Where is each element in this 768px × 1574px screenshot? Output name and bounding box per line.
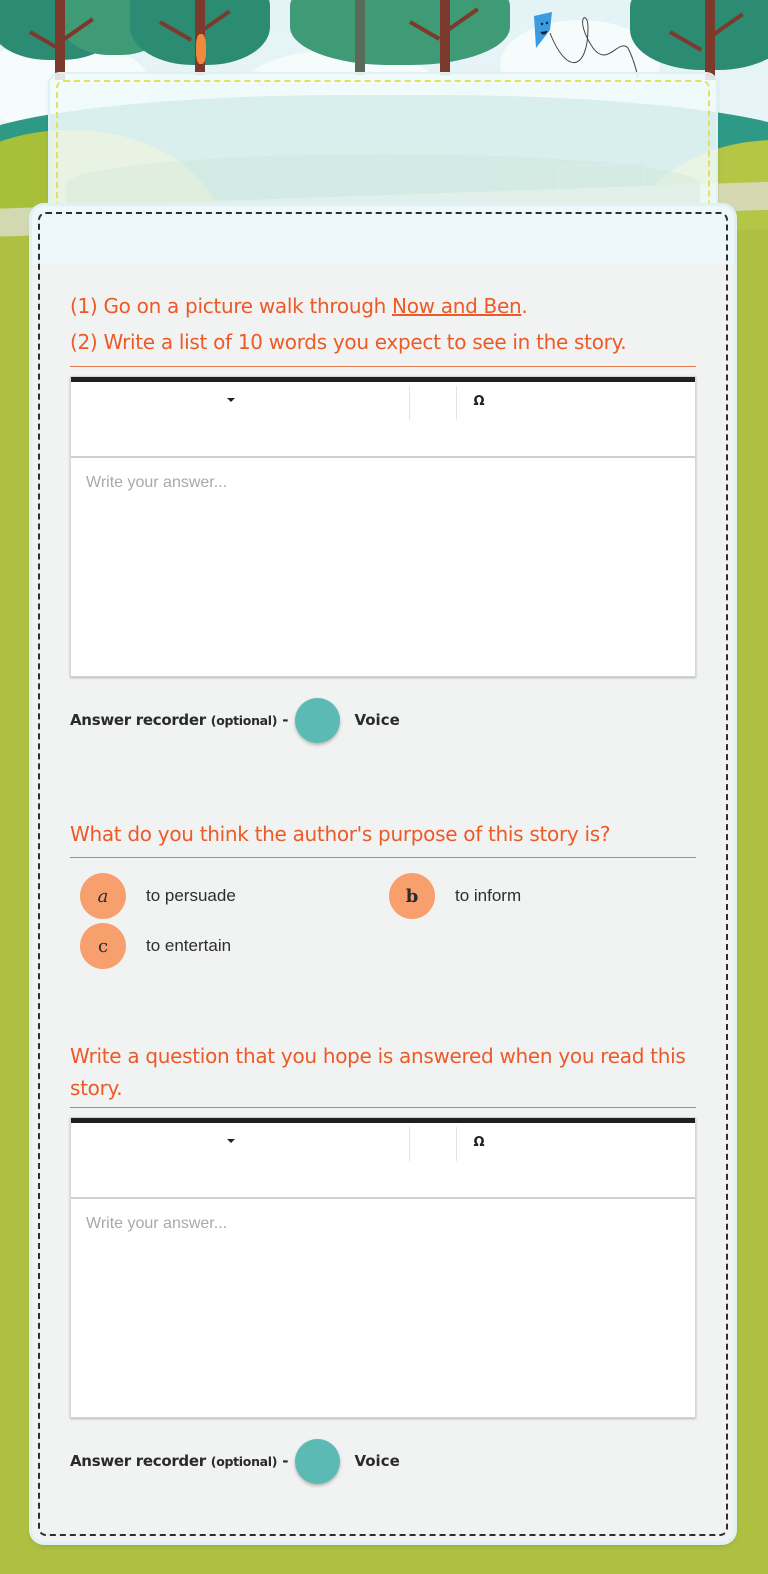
optional-text: (optional)	[210, 1454, 278, 1469]
editor-toolbar	[71, 382, 695, 458]
recorder-label	[70, 1452, 277, 1470]
caret-down-icon	[227, 398, 235, 402]
answer-recorder-1	[70, 697, 400, 743]
worksheet-card-header	[32, 206, 734, 264]
question-text: .	[521, 294, 528, 318]
choice-a[interactable]	[80, 873, 236, 919]
faded-park-illustration	[66, 112, 700, 214]
answer-input[interactable]: Write your answer...	[86, 474, 228, 491]
question-divider	[70, 857, 696, 858]
question-divider	[70, 1107, 696, 1108]
choice-letter-bubble[interactable]: b	[389, 873, 435, 919]
recorder-label-text: Answer recorder	[70, 711, 206, 729]
record-voice-button[interactable]	[295, 698, 340, 743]
question-3: Write a question that you hope is answered when you read this story.	[70, 1044, 686, 1100]
special-character-icon[interactable]: Ω	[473, 394, 485, 409]
story-title-link[interactable]: Now and Ben	[392, 294, 522, 318]
choice-text: to inform	[455, 886, 522, 905]
toolbar-separator	[456, 386, 457, 420]
rich-text-editor-2	[70, 1117, 696, 1418]
kite-string	[548, 8, 638, 78]
toolbar-separator	[409, 386, 410, 420]
tree-trunk	[355, 0, 365, 75]
answer-input[interactable]: Write your answer...	[86, 1215, 228, 1232]
question-1-line-1	[70, 288, 696, 324]
recorder-label	[70, 711, 277, 729]
answer-recorder-2	[70, 1438, 400, 1484]
editor-toolbar	[71, 1123, 695, 1199]
toolbar-button[interactable]	[411, 382, 457, 418]
optional-text: (optional)	[210, 713, 278, 728]
recorder-dash: -	[282, 711, 289, 729]
toolbar-button[interactable]	[411, 1123, 457, 1159]
choice-letter-bubble[interactable]: a	[80, 873, 126, 919]
header-image-card	[50, 74, 716, 214]
format-dropdown[interactable]	[71, 1123, 411, 1159]
question-divider	[70, 366, 696, 367]
header-image-frame	[56, 80, 710, 214]
voice-label: Voice	[354, 711, 400, 729]
recorder-dash: -	[282, 1452, 289, 1470]
choice-b[interactable]	[389, 873, 521, 919]
special-character-icon[interactable]: Ω	[473, 1135, 485, 1150]
recorder-label-text: Answer recorder	[70, 1452, 206, 1470]
choice-text: to entertain	[146, 936, 232, 955]
choice-c[interactable]	[80, 923, 231, 969]
choice-letter-bubble[interactable]: c	[80, 923, 126, 969]
question-text: (1) Go on a picture walk through	[70, 294, 393, 318]
tree-trunk	[440, 0, 450, 75]
squirrel	[196, 34, 206, 64]
faded-bench	[556, 164, 646, 194]
voice-label: Voice	[354, 1452, 400, 1470]
rich-text-editor-1	[70, 376, 696, 677]
question-2: What do you think the author's purpose of this story is?	[70, 822, 611, 846]
toolbar-separator	[409, 1127, 410, 1161]
caret-down-icon	[227, 1139, 235, 1143]
choice-text: to persuade	[146, 886, 236, 905]
toolbar-separator	[456, 1127, 457, 1161]
format-dropdown[interactable]	[71, 382, 411, 418]
record-voice-button[interactable]	[295, 1439, 340, 1484]
tree-trunk	[705, 0, 715, 80]
question-1-line-2: (2) Write a list of 10 words you expect to see in the story.	[70, 330, 627, 354]
